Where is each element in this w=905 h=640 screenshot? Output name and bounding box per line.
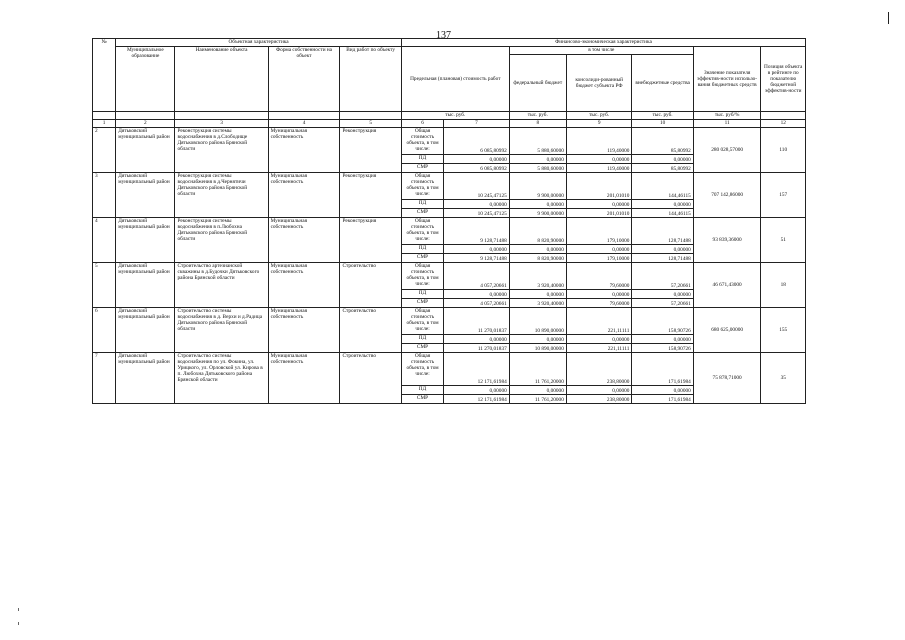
total-value: 57,20661 <box>632 263 693 290</box>
pd-value: 0,00000 <box>566 290 632 299</box>
total-value: 10 890,00000 <box>509 308 566 335</box>
col-number: 3 <box>175 120 268 128</box>
header-name: Наименование объекта <box>175 47 268 112</box>
header-efficiency: Значение показателя эффектив-ности использо-вания бюджетных средств <box>693 47 761 112</box>
row-number: 4 <box>93 218 116 263</box>
municipal-cell: Дятьковский муниципальный район <box>116 353 175 404</box>
total-value: 85,80992 <box>632 128 693 155</box>
rank-value: 35 <box>761 353 806 404</box>
smr-label: СМР <box>401 164 443 173</box>
ownership-cell: Муниципальная собственность <box>268 308 340 353</box>
pd-value: 0,00000 <box>566 155 632 164</box>
pd-value: 0,00000 <box>509 335 566 344</box>
total-value: 158,90726 <box>632 308 693 335</box>
total-label: Общая стоимость объекта, в том числе: <box>401 263 443 290</box>
smr-value: 11 761,20000 <box>509 395 566 404</box>
smr-value: 12 171,61984 <box>444 395 510 404</box>
object-row <box>93 173 806 200</box>
municipal-cell: Дятьковский муниципальный район <box>116 218 175 263</box>
object-name-cell: Строительство системы водоснабжения в д. Верхи и д.Радица Дятьковского района Брянской области <box>175 308 268 353</box>
pd-value: 0,00000 <box>566 245 632 254</box>
smr-value: 9 900,00000 <box>509 209 566 218</box>
pd-label: ПД <box>401 200 443 209</box>
work-type-cell: Строительство <box>340 353 401 404</box>
pd-value: 0,00000 <box>566 335 632 344</box>
pd-label: ПД <box>401 290 443 299</box>
total-value: 11 270,01837 <box>444 308 510 335</box>
municipal-cell: Дятьковский муниципальный район <box>116 173 175 218</box>
smr-value: 11 270,01837 <box>444 344 510 353</box>
row-number: 7 <box>93 353 116 404</box>
pd-value: 0,00000 <box>566 386 632 395</box>
pd-value: 0,00000 <box>509 386 566 395</box>
pd-value: 0,00000 <box>509 245 566 254</box>
header-finance-group: Финансово-экономическая характеристика <box>401 39 805 47</box>
pd-value: 0,00000 <box>632 245 693 254</box>
pd-value: 0,00000 <box>509 290 566 299</box>
object-row <box>93 308 806 335</box>
smr-value: 10 890,00000 <box>509 344 566 353</box>
municipal-cell: Дятьковский муниципальный район <box>116 308 175 353</box>
row-number: 2 <box>93 128 116 173</box>
col-number: 11 <box>693 120 761 128</box>
pd-value: 0,00000 <box>509 200 566 209</box>
pd-value: 0,00000 <box>509 155 566 164</box>
total-label: Общая стоимость объекта, в том числе: <box>401 173 443 200</box>
total-value: 128,71488 <box>632 218 693 245</box>
rank-value: 51 <box>761 218 806 263</box>
ownership-cell: Муниципальная собственность <box>268 263 340 308</box>
pd-value: 0,00000 <box>444 245 510 254</box>
pd-label: ПД <box>401 245 443 254</box>
scan-speck <box>18 622 19 625</box>
col-number: 6 <box>401 120 443 128</box>
ownership-cell: Муниципальная собственность <box>268 353 340 404</box>
header-federal: федеральный бюджет <box>509 55 566 112</box>
header-including: в том числе <box>509 47 693 55</box>
ownership-cell: Муниципальная собственность <box>268 128 340 173</box>
smr-value: 6 085,80992 <box>444 164 510 173</box>
smr-label: СМР <box>401 254 443 263</box>
total-value: 221,11111 <box>566 308 632 335</box>
total-value: 201,01010 <box>566 173 632 200</box>
object-row <box>93 128 806 155</box>
smr-value: 79,60000 <box>566 299 632 308</box>
smr-value: 201,01010 <box>566 209 632 218</box>
pd-value: 0,00000 <box>444 200 510 209</box>
total-value: 179,10000 <box>566 218 632 245</box>
pd-value: 0,00000 <box>444 335 510 344</box>
header-num: № <box>93 39 116 112</box>
work-type-cell: Строительство <box>340 263 401 308</box>
header-ownership: Форма собственности на объект <box>268 47 340 112</box>
total-label: Общая стоимость объекта, в том числе: <box>401 308 443 335</box>
total-value: 5 880,60000 <box>509 128 566 155</box>
header-work-type: Вид работ по объекту <box>340 47 401 112</box>
rank-value: 157 <box>761 173 806 218</box>
rank-value: 18 <box>761 263 806 308</box>
smr-value: 3 920,40000 <box>509 299 566 308</box>
unit-cost: тыс. руб. <box>401 112 509 120</box>
row-number: 6 <box>93 308 116 353</box>
col-number: 9 <box>566 120 632 128</box>
smr-value: 144,46115 <box>632 209 693 218</box>
total-label: Общая стоимость объекта, в том числе: <box>401 218 443 245</box>
total-value: 238,80000 <box>566 353 632 386</box>
smr-value: 238,80000 <box>566 395 632 404</box>
total-value: 11 761,20000 <box>509 353 566 386</box>
efficiency-value: 93 839,36000 <box>693 218 761 263</box>
efficiency-value: 280 028,57000 <box>693 128 761 173</box>
total-value: 9 900,00000 <box>509 173 566 200</box>
total-value: 3 920,40000 <box>509 263 566 290</box>
unit-regional: тыс. руб. <box>566 112 632 120</box>
smr-value: 4 057,20661 <box>444 299 510 308</box>
total-value: 144,46115 <box>632 173 693 200</box>
total-value: 8 820,90000 <box>509 218 566 245</box>
object-name-cell: Реконструкция системы водоснабжения в п.Любохна Дятьковского района Брянской области <box>175 218 268 263</box>
smr-value: 10 245,47125 <box>444 209 510 218</box>
municipal-cell: Дятьковский муниципальный район <box>116 128 175 173</box>
header-municipal: Муниципальное образование <box>116 47 175 112</box>
efficiency-value: 46 671,43000 <box>693 263 761 308</box>
page-number: 137 <box>436 30 451 41</box>
smr-value: 5 880,60000 <box>509 164 566 173</box>
work-type-cell: Реконструкция <box>340 128 401 173</box>
work-type-cell: Строительство <box>340 308 401 353</box>
header-cost: Предельная (плановая) стоимость работ <box>401 47 509 112</box>
pd-value: 0,00000 <box>632 155 693 164</box>
smr-value: 85,80992 <box>632 164 693 173</box>
rank-value: 155 <box>761 308 806 353</box>
total-value: 119,40000 <box>566 128 632 155</box>
efficiency-value: 680 625,00000 <box>693 308 761 353</box>
unit-federal: тыс. руб. <box>509 112 566 120</box>
object-row <box>93 353 806 386</box>
col-number: 5 <box>340 120 401 128</box>
smr-value: 119,40000 <box>566 164 632 173</box>
total-value: 9 128,71488 <box>444 218 510 245</box>
pd-value: 0,00000 <box>632 290 693 299</box>
unit-efficiency: тыс. руб/% <box>693 112 761 120</box>
row-number: 5 <box>93 263 116 308</box>
work-type-cell: Реконструкция <box>340 173 401 218</box>
smr-value: 158,90726 <box>632 344 693 353</box>
smr-label: СМР <box>401 299 443 308</box>
smr-label: СМР <box>401 209 443 218</box>
pd-value: 0,00000 <box>632 386 693 395</box>
object-name-cell: Реконструкция системы водоснабжения в д.Слободище Дятьковского района Брянской области <box>175 128 268 173</box>
total-value: 79,60000 <box>566 263 632 290</box>
smr-value: 128,71488 <box>632 254 693 263</box>
col-number: 10 <box>632 120 693 128</box>
total-value: 12 171,61984 <box>444 353 510 386</box>
col-number: 12 <box>761 120 806 128</box>
smr-value: 171,61984 <box>632 395 693 404</box>
pd-value: 0,00000 <box>444 386 510 395</box>
header-object-group: Объектная характеристика <box>116 39 402 47</box>
pd-value: 0,00000 <box>444 155 510 164</box>
total-label: Общая стоимость объекта, в том числе: <box>401 128 443 155</box>
column-numbers-row <box>93 120 806 128</box>
object-row <box>93 263 806 290</box>
ownership-cell: Муниципальная собственность <box>268 173 340 218</box>
investment-objects-table <box>92 38 806 404</box>
municipal-cell: Дятьковский муниципальный район <box>116 263 175 308</box>
col-number: 7 <box>444 120 510 128</box>
object-name-cell: Строительство системы водоснабжения по ул. Фокина, ул. Урицкого, ул. Орловской ул. Кирова в п. Любохна Дятьковского района Брянской области <box>175 353 268 404</box>
scan-speck <box>18 608 19 611</box>
smr-value: 9 128,71488 <box>444 254 510 263</box>
total-value: 6 085,80992 <box>444 128 510 155</box>
object-name-cell: Строительство артезианской скважины в д.Будочки Дятьковского района Брянской области <box>175 263 268 308</box>
smr-value: 221,11111 <box>566 344 632 353</box>
col-number: 8 <box>509 120 566 128</box>
smr-value: 8 820,90000 <box>509 254 566 263</box>
object-name-cell: Реконструкция системы водоснабжения в д.Чернятичи Дятьковского района Брянской области <box>175 173 268 218</box>
col-number: 1 <box>93 120 116 128</box>
total-value: 10 245,47125 <box>444 173 510 200</box>
col-number: 4 <box>268 120 340 128</box>
ownership-cell: Муниципальная собственность <box>268 218 340 263</box>
pd-label: ПД <box>401 386 443 395</box>
pd-label: ПД <box>401 155 443 164</box>
smr-value: 57,20661 <box>632 299 693 308</box>
total-label: Общая стоимость объекта, в том числе: <box>401 353 443 386</box>
smr-label: СМР <box>401 344 443 353</box>
smr-value: 179,10000 <box>566 254 632 263</box>
pd-label: ПД <box>401 335 443 344</box>
efficiency-value: 707 142,86000 <box>693 173 761 218</box>
header-rank: Позиция объекта в рейтинге по показателю бюджетной эффектив-ности <box>761 47 806 112</box>
row-number: 3 <box>93 173 116 218</box>
margin-mark <box>888 12 889 24</box>
efficiency-value: 75 878,71000 <box>693 353 761 404</box>
work-type-cell: Реконструкция <box>340 218 401 263</box>
pd-value: 0,00000 <box>632 335 693 344</box>
pd-value: 0,00000 <box>566 200 632 209</box>
rank-value: 110 <box>761 128 806 173</box>
pd-value: 0,00000 <box>444 290 510 299</box>
col-number: 2 <box>116 120 175 128</box>
unit-extrabudget: тыс. руб. <box>632 112 693 120</box>
total-value: 4 057,20661 <box>444 263 510 290</box>
total-value: 171,61984 <box>632 353 693 386</box>
header-extrabudget: внебюджетные средства <box>632 55 693 112</box>
pd-value: 0,00000 <box>632 200 693 209</box>
smr-label: СМР <box>401 395 443 404</box>
header-regional: консолиди-рованный бюджет субъекта РФ <box>566 55 632 112</box>
object-row <box>93 218 806 245</box>
